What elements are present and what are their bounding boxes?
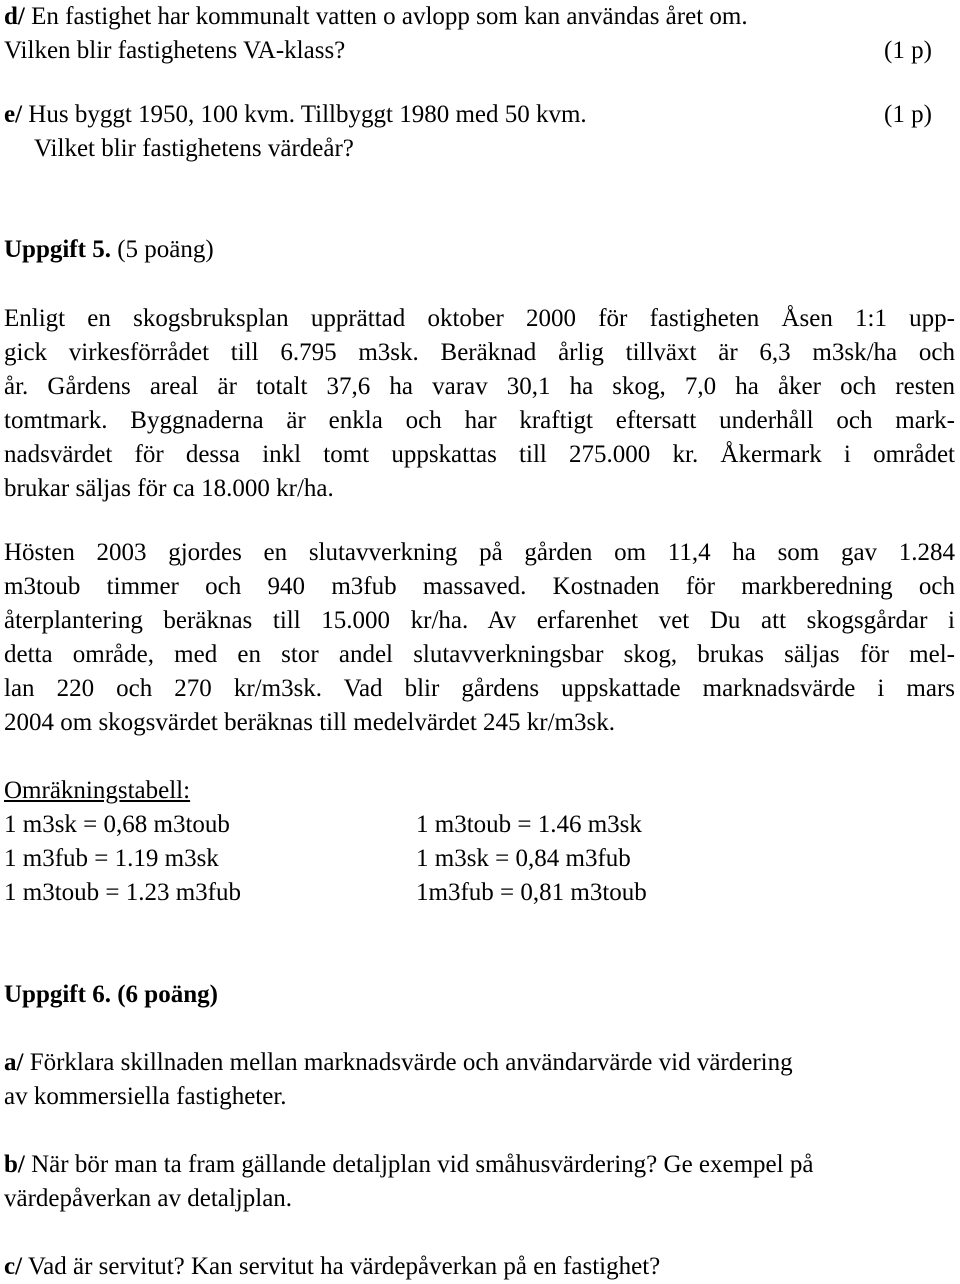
- paragraph-line: Hösten 2003 gjordes en slutavverkning på gården om 11,4 ha som gav 1.284: [4, 539, 955, 566]
- conversion-right-1: 1 m3toub = 1.46 m3sk: [416, 811, 642, 838]
- task-6-title: Uppgift 6.: [4, 981, 111, 1008]
- task-6-a-line-2: av kommersiella fastigheter.: [4, 1083, 287, 1110]
- part-d-line-2: Vilken blir fastighetens VA-klass?: [4, 37, 346, 64]
- conversion-right-3: 1m3fub = 0,81 m3toub: [416, 879, 647, 906]
- task-5-points: (5 poäng): [117, 236, 214, 263]
- part-d-line-1: [4, 0, 748, 34]
- conversion-table-title: Omräkningstabell:: [4, 777, 191, 804]
- part-d-label: d/: [4, 3, 25, 30]
- task-6-c-label: c/: [4, 1253, 23, 1280]
- task-6-a-question: Förklara skillnaden mellan marknadsvärde och användarvärde vid värdering: [29, 1049, 793, 1076]
- task-6-a-line-1: [4, 1046, 793, 1080]
- task-6-b-question: När bör man ta fram gällande detaljplan vid småhusvärdering? Ge exempel på: [31, 1151, 814, 1178]
- part-d-points: (1 p): [884, 37, 932, 64]
- task-6-b-line-1: [4, 1148, 813, 1182]
- task-5-paragraph-2: [4, 536, 955, 740]
- conversion-right-2: 1 m3sk = 0,84 m3fub: [416, 845, 631, 872]
- task-5-heading: [4, 233, 214, 267]
- task-6-b-line-2: värdepåverkan av detaljplan.: [4, 1185, 293, 1212]
- paragraph-line: gick virkesförrådet till 6.795 m3sk. Beräknad årlig tillväxt är 6,3 m3sk/ha och: [4, 339, 955, 366]
- paragraph-line: m3toub timmer och 940 m3fub massaved. Kostnaden för markberedning och: [4, 573, 955, 600]
- part-e-label: e/: [4, 101, 23, 128]
- task-6-a-label: a/: [4, 1049, 24, 1076]
- paragraph-line: 2004 om skogsvärdet beräknas till medelvärdet 245 kr/m3sk.: [4, 709, 615, 736]
- task-6-c-line-1: [4, 1250, 660, 1284]
- part-e-line-2: Vilket blir fastighetens värdeår?: [34, 135, 354, 162]
- conversion-left-3: 1 m3toub = 1.23 m3fub: [4, 879, 242, 906]
- paragraph-line: återplantering beräknas till 15.000 kr/ha. Av erfarenhet vet Du att skogsgårdar i: [4, 607, 955, 634]
- part-e-line-1: [4, 98, 587, 132]
- paragraph-line: lan 220 och 270 kr/m3sk. Vad blir gårdens uppskattade marknadsvärde i mars: [4, 675, 955, 702]
- task-6-b-label: b/: [4, 1151, 25, 1178]
- task-6-heading: [4, 978, 218, 1012]
- task-5-paragraph-1: [4, 302, 955, 506]
- part-d-question: En fastighet har kommunalt vatten o avlopp som kan användas året om.: [31, 3, 748, 30]
- part-e-points: (1 p): [884, 101, 932, 128]
- task-6-points: (6 poäng): [117, 981, 218, 1008]
- paragraph-line: detta område, med en stor andel slutavverkningsbar skog, brukas säljas för mel-: [4, 641, 955, 668]
- paragraph-line: Enligt en skogsbruksplan upprättad oktober 2000 för fastigheten Åsen 1:1 upp-: [4, 305, 955, 332]
- task-5-title: Uppgift 5.: [4, 236, 111, 263]
- part-e-question: Hus byggt 1950, 100 kvm. Tillbyggt 1980 med 50 kvm.: [28, 101, 587, 128]
- paragraph-line: brukar säljas för ca 18.000 kr/ha.: [4, 475, 334, 502]
- task-6-c-question: Vad är servitut? Kan servitut ha värdepåverkan på en fastighet?: [27, 1253, 661, 1280]
- conversion-left-1: 1 m3sk = 0,68 m3toub: [4, 811, 230, 838]
- paragraph-line: år. Gårdens areal är totalt 37,6 ha varav 30,1 ha skog, 7,0 ha åker och resten: [4, 373, 955, 400]
- paragraph-line: tomtmark. Byggnaderna är enkla och har kraftigt eftersatt underhåll och mark-: [4, 407, 955, 434]
- conversion-left-2: 1 m3fub = 1.19 m3sk: [4, 845, 219, 872]
- paragraph-line: nadsvärdet för dessa inkl tomt uppskattas till 275.000 kr. Åkermark i området: [4, 441, 955, 468]
